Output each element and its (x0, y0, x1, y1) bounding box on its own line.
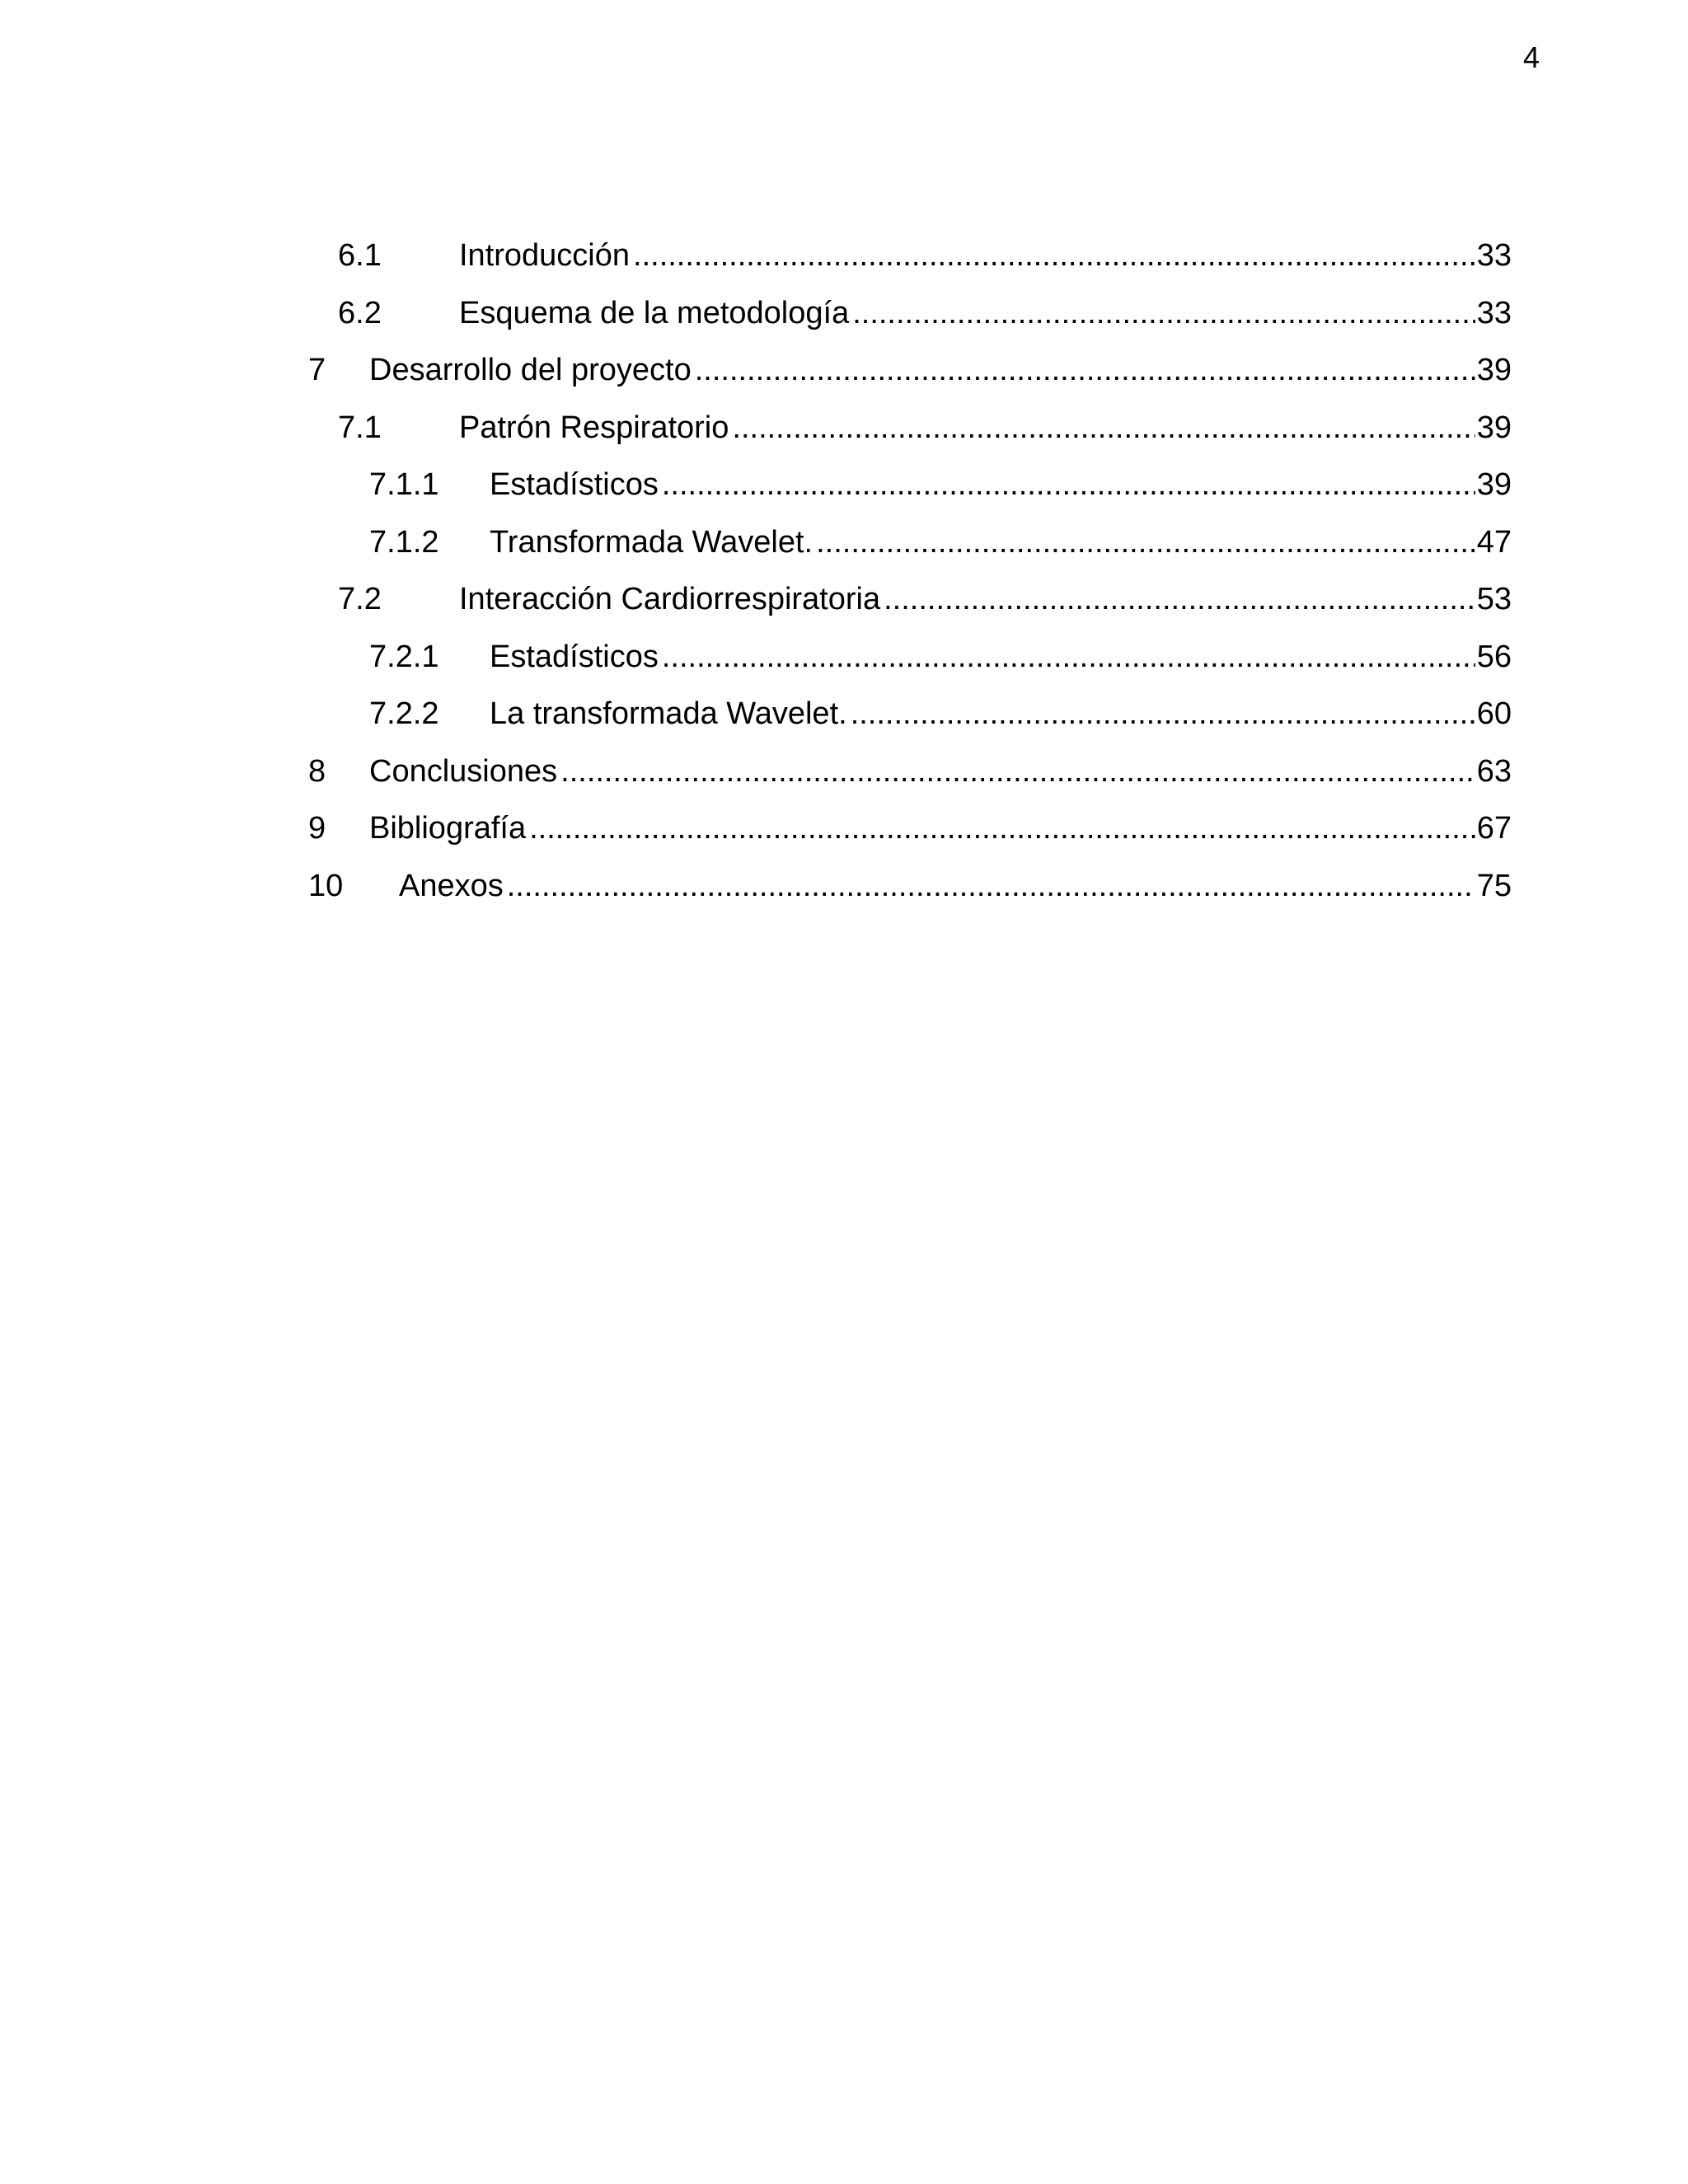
toc-entry-9[interactable] (308, 804, 1512, 861)
toc-entry-title: La transformada Wavelet. (490, 696, 847, 731)
toc-entry-7-2-1[interactable] (308, 632, 1512, 690)
toc-dot-leader (662, 460, 1475, 509)
toc-entry-7-2-2[interactable] (308, 689, 1512, 747)
toc-entry-number: 6.2 (338, 295, 382, 330)
toc-entry-page: 39 (1476, 410, 1512, 445)
toc-entry-number: 7.1.2 (369, 524, 439, 560)
toc-entry-7-1-2[interactable] (308, 518, 1512, 575)
toc-dot-leader (851, 689, 1475, 738)
toc-dot-leader (816, 518, 1475, 567)
toc-entry-page: 60 (1476, 696, 1512, 731)
toc-entry-title: Anexos (399, 868, 504, 903)
toc-entry-title: Transformada Wavelet. (490, 524, 814, 560)
toc-entry-page: 39 (1476, 353, 1512, 387)
toc-entry-number: 7.2.2 (369, 696, 439, 731)
page-number: 4 (1522, 40, 1540, 74)
toc-entry-page: 67 (1476, 811, 1512, 846)
toc-entry-title: Patrón Respiratorio (459, 410, 729, 445)
toc-dot-leader (732, 403, 1475, 452)
toc-entry-number: 7.2.1 (369, 639, 439, 674)
toc-entry-number: 9 (308, 811, 326, 846)
toc-entry-number: 7.2 (338, 582, 382, 616)
toc-dot-leader (884, 574, 1475, 624)
toc-entry-number: 7 (308, 353, 326, 387)
toc-entry-page: 75 (1476, 868, 1512, 903)
toc-dot-leader (633, 231, 1475, 280)
toc-entry-page: 47 (1476, 524, 1512, 560)
toc-entry-title: Estadísticos (490, 467, 659, 502)
toc-entry-number: 8 (308, 753, 326, 789)
toc-dot-leader (560, 747, 1475, 796)
toc-entry-title: Interacción Cardiorrespiratoria (459, 582, 881, 616)
toc-entry-number: 7.1.1 (369, 467, 439, 502)
toc-entry-6-2[interactable] (308, 288, 1512, 346)
toc-entry-10[interactable] (308, 861, 1512, 919)
toc-entry-page: 33 (1476, 295, 1512, 330)
toc-dot-leader (662, 632, 1475, 682)
toc-entry-title: Bibliografía (369, 811, 527, 846)
toc-entry-title: Desarrollo del proyecto (369, 353, 692, 387)
toc-entry-7[interactable] (308, 345, 1512, 403)
toc-entry-number: 7.1 (338, 410, 382, 445)
toc-entry-title: Conclusiones (369, 753, 558, 789)
toc-dot-leader (852, 288, 1475, 338)
toc-entry-title: Esquema de la metodología (459, 295, 850, 330)
toc-entry-number: 6.1 (338, 238, 382, 273)
toc-entry-8[interactable] (308, 747, 1512, 804)
toc-entry-title: Estadísticos (490, 639, 659, 674)
toc-dot-leader (695, 345, 1475, 395)
toc-entry-page: 56 (1476, 639, 1512, 674)
toc-entry-page: 53 (1476, 582, 1512, 616)
toc-entry-page: 33 (1476, 238, 1512, 273)
toc-dot-leader (529, 804, 1475, 853)
toc-entry-title: Introducción (459, 238, 631, 273)
toc-entry-7-2[interactable] (308, 574, 1512, 632)
toc-entry-number: 10 (308, 868, 344, 903)
toc-entry-page: 39 (1476, 467, 1512, 502)
toc-entry-7-1-1[interactable] (308, 460, 1512, 518)
toc-entry-6-1[interactable] (308, 231, 1512, 288)
toc-entry-page: 63 (1476, 753, 1512, 789)
table-of-contents (308, 231, 1512, 918)
toc-dot-leader (507, 861, 1475, 911)
toc-entry-7-1[interactable] (308, 403, 1512, 461)
